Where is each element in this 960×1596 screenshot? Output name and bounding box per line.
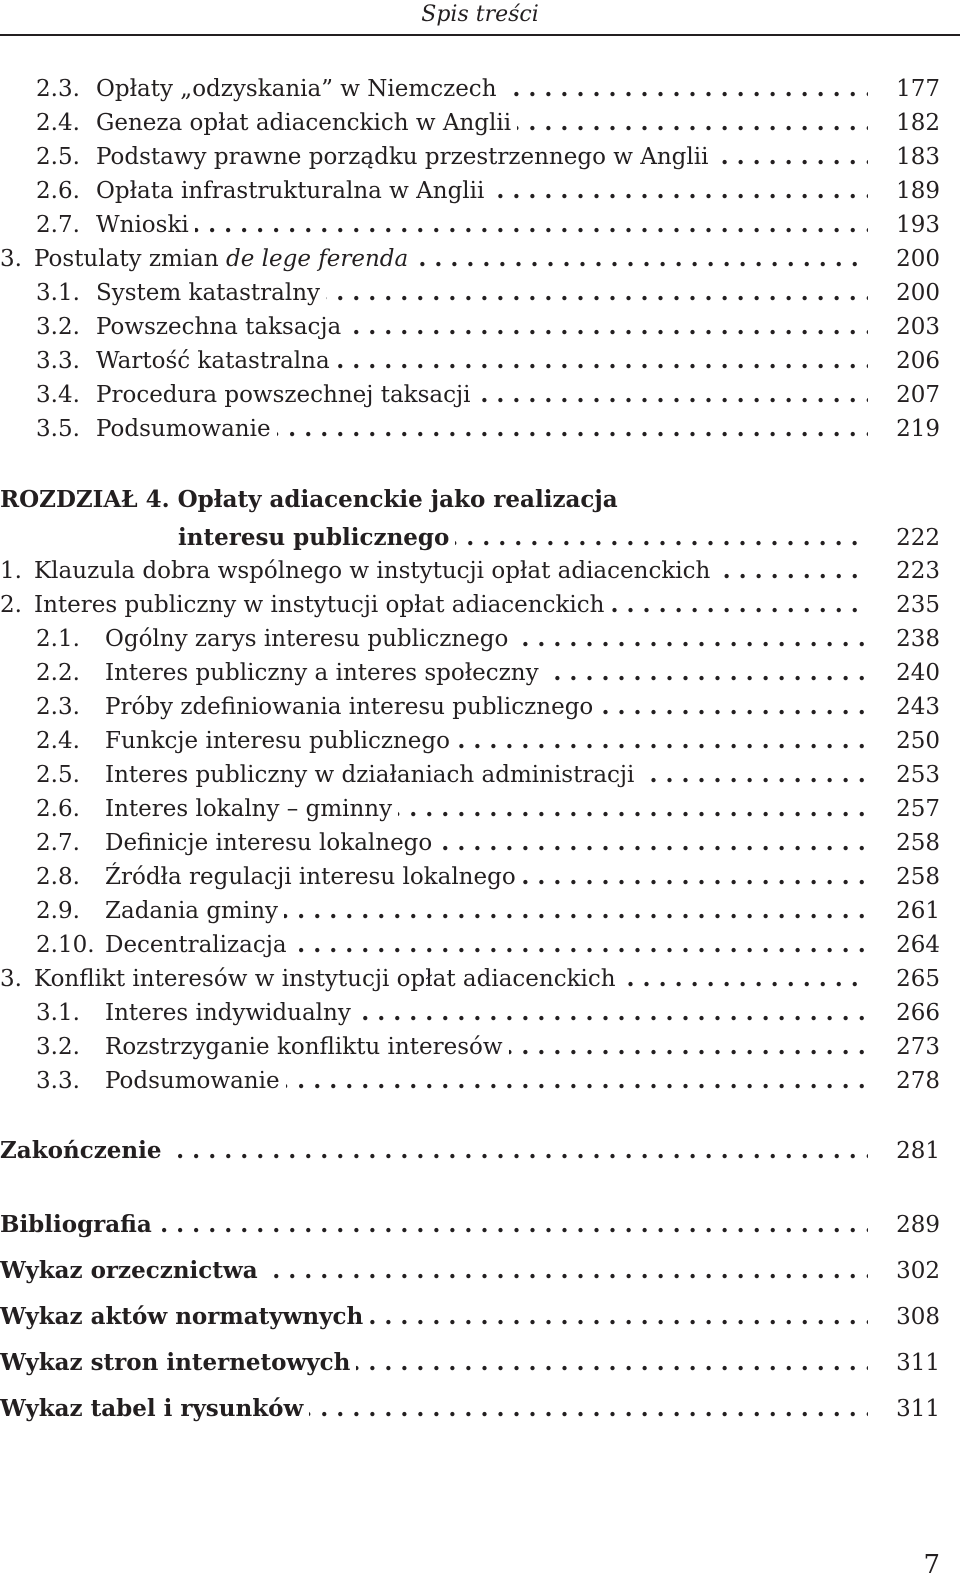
entry-number: 2.7. xyxy=(36,212,80,238)
entry-title: Ogólny zarys interesu publicznego xyxy=(105,626,514,652)
entry-number: 3. xyxy=(0,246,22,272)
toc-entry[interactable] xyxy=(0,412,940,446)
entry-page: 235 xyxy=(896,592,940,618)
entry-number: 2. xyxy=(0,592,22,618)
toc-entry[interactable] xyxy=(0,72,940,106)
entry-number: 2.3. xyxy=(36,694,80,720)
toc-entry[interactable] xyxy=(0,962,940,996)
entry-title: Interes publiczny a interes społeczny xyxy=(105,660,545,686)
entry-title: Funkcje interesu publicznego xyxy=(105,728,456,754)
entry-title: Rozstrzyganie konfliktu interesów xyxy=(105,1034,509,1060)
entry-number: 2.5. xyxy=(36,144,80,170)
entry-number: 2.6. xyxy=(36,796,80,822)
entry-title: Wykaz aktów normatywnych xyxy=(0,1303,369,1330)
entry-page: 264 xyxy=(896,932,940,958)
entry-title: Próby zdefiniowania interesu publicznego xyxy=(105,694,599,720)
header-rule xyxy=(0,34,960,36)
entry-number: 3.1. xyxy=(36,280,80,306)
entry-title: Źródła regulacji interesu lokalnego xyxy=(105,864,522,890)
entry-number: 3.3. xyxy=(36,348,80,374)
entry-page: 266 xyxy=(896,1000,940,1026)
entry-page: 219 xyxy=(896,416,940,442)
entry-page: 253 xyxy=(896,762,940,788)
entry-number: 2.5. xyxy=(36,762,80,788)
entry-number: 3.2. xyxy=(36,1034,80,1060)
entry-title: Podsumowanie xyxy=(105,1068,286,1094)
entry-title: Zadania gminy xyxy=(105,898,284,924)
entry-title: Powszechna taksacja xyxy=(96,314,347,340)
back-matter-entry[interactable] xyxy=(0,1346,940,1380)
entry-title: interesu publicznego xyxy=(178,524,455,551)
chapter-entry[interactable] xyxy=(0,521,940,555)
entry-title: Interes publiczny w działaniach administracji xyxy=(105,762,640,788)
entry-title: Opłaty „odzyskania” w Niemczech xyxy=(96,76,503,102)
entry-title: Geneza opłat adiacenckich w Anglii xyxy=(96,110,517,136)
back-matter-entry[interactable] xyxy=(0,1392,940,1426)
entry-title: Wykaz orzecznictwa xyxy=(0,1257,264,1284)
toc-entry[interactable] xyxy=(0,588,940,622)
entry-title: Wartość katastralna xyxy=(96,348,336,374)
back-matter-entry[interactable] xyxy=(0,1208,940,1242)
toc-entry[interactable] xyxy=(0,106,940,140)
entry-page: 278 xyxy=(896,1068,940,1094)
entry-page: 206 xyxy=(896,348,940,374)
entry-title: Decentralizacja xyxy=(105,932,293,958)
entry-title: System katastralny xyxy=(96,280,326,306)
entry-number: 2.1. xyxy=(36,626,80,652)
toc-entry[interactable] xyxy=(0,174,940,208)
toc-entry[interactable] xyxy=(0,622,940,656)
toc-entry[interactable] xyxy=(0,792,940,826)
page-number: 7 xyxy=(923,1550,940,1580)
entry-title: Interes lokalny – gminny xyxy=(105,796,398,822)
entry-page: 183 xyxy=(896,144,940,170)
entry-page: 289 xyxy=(896,1212,940,1238)
entry-title: Klauzula dobra wspólnego w instytucji opłat adiacenckich xyxy=(34,558,716,584)
toc-entry[interactable] xyxy=(0,208,940,242)
toc-entry[interactable] xyxy=(0,690,940,724)
entry-page: 200 xyxy=(896,280,940,306)
entry-page: 238 xyxy=(896,626,940,652)
entry-title: Wykaz stron internetowych xyxy=(0,1349,356,1376)
chapter-title-line: ROZDZIAŁ 4. Opłaty adiacenckie jako realizacja xyxy=(0,486,618,513)
entry-title: Konflikt interesów w instytucji opłat adiacenckich xyxy=(34,966,622,992)
toc-entry[interactable] xyxy=(0,140,940,174)
entry-page: 222 xyxy=(896,525,940,551)
entry-page: 311 xyxy=(896,1396,940,1422)
toc-entry[interactable] xyxy=(0,758,940,792)
entry-number: 2.2. xyxy=(36,660,80,686)
entry-number: 3.3. xyxy=(36,1068,80,1094)
running-header: Spis treści xyxy=(421,2,539,27)
toc-entry[interactable] xyxy=(0,378,940,412)
entry-number: 3.4. xyxy=(36,382,80,408)
entry-page: 250 xyxy=(896,728,940,754)
toc-entry[interactable] xyxy=(0,1064,940,1098)
entry-page: 257 xyxy=(896,796,940,822)
toc-entry[interactable] xyxy=(0,656,940,690)
entry-page: 223 xyxy=(896,558,940,584)
entry-title: Procedura powszechnej taksacji xyxy=(96,382,477,408)
entry-page: 258 xyxy=(896,830,940,856)
entry-page: 193 xyxy=(896,212,940,238)
entry-page: 177 xyxy=(896,76,940,102)
back-matter-entry[interactable] xyxy=(0,1134,940,1168)
entry-page: 265 xyxy=(896,966,940,992)
entry-number: 2.3. xyxy=(36,76,80,102)
entry-number: 3.2. xyxy=(36,314,80,340)
entry-number: 3. xyxy=(0,966,22,992)
entry-page: 261 xyxy=(896,898,940,924)
back-matter-entry[interactable] xyxy=(0,1254,940,1288)
entry-page: 203 xyxy=(896,314,940,340)
entry-page: 189 xyxy=(896,178,940,204)
entry-title: Bibliografia xyxy=(0,1211,158,1238)
entry-title: Interes publiczny w instytucji opłat adiacenckich xyxy=(34,592,610,618)
entry-page: 311 xyxy=(896,1350,940,1376)
back-matter-entry[interactable] xyxy=(0,1300,940,1334)
entry-page: 281 xyxy=(896,1138,940,1164)
entry-number: 2.7. xyxy=(36,830,80,856)
entry-page: 302 xyxy=(896,1258,940,1284)
entry-number: 3.5. xyxy=(36,416,80,442)
entry-number: 1. xyxy=(0,558,22,584)
entry-number: 2.9. xyxy=(36,898,80,924)
toc-entry[interactable] xyxy=(0,310,940,344)
entry-page: 240 xyxy=(896,660,940,686)
entry-page: 308 xyxy=(896,1304,940,1330)
toc-entry[interactable] xyxy=(0,276,940,310)
entry-page: 207 xyxy=(896,382,940,408)
entry-page: 258 xyxy=(896,864,940,890)
entry-title: Opłata infrastrukturalna w Anglii xyxy=(96,178,490,204)
toc-entry[interactable] xyxy=(0,894,940,928)
toc-entry[interactable] xyxy=(0,996,940,1030)
toc-entry[interactable] xyxy=(0,1030,940,1064)
entry-title: Postulaty zmian de lege ferenda xyxy=(34,246,414,272)
entry-number: 3.1. xyxy=(36,1000,80,1026)
toc-entry[interactable] xyxy=(0,724,940,758)
entry-title: Zakończenie xyxy=(0,1137,167,1164)
toc-entry[interactable] xyxy=(0,242,940,276)
toc-entry[interactable] xyxy=(0,826,940,860)
entry-title: Definicje interesu lokalnego xyxy=(105,830,438,856)
entry-page: 273 xyxy=(896,1034,940,1060)
entry-number: 2.10. xyxy=(36,932,95,958)
entry-title: Interes indywidualny xyxy=(105,1000,357,1026)
toc-entry[interactable] xyxy=(0,860,940,894)
entry-title: Wykaz tabel i rysunków xyxy=(0,1395,309,1422)
entry-number: 2.8. xyxy=(36,864,80,890)
entry-page: 182 xyxy=(896,110,940,136)
entry-number: 2.4. xyxy=(36,728,80,754)
chapter-heading xyxy=(0,483,940,517)
entry-number: 2.6. xyxy=(36,178,80,204)
entry-page: 243 xyxy=(896,694,940,720)
entry-page: 200 xyxy=(896,246,940,272)
entry-number: 2.4. xyxy=(36,110,80,136)
toc-entry[interactable] xyxy=(0,928,940,962)
toc-entry[interactable] xyxy=(0,344,940,378)
entry-title: Wnioski xyxy=(96,212,195,238)
entry-title: Podsumowanie xyxy=(96,416,277,442)
toc-entry[interactable] xyxy=(0,554,940,588)
entry-title: Podstawy prawne porządku przestrzennego w Anglii xyxy=(96,144,714,170)
